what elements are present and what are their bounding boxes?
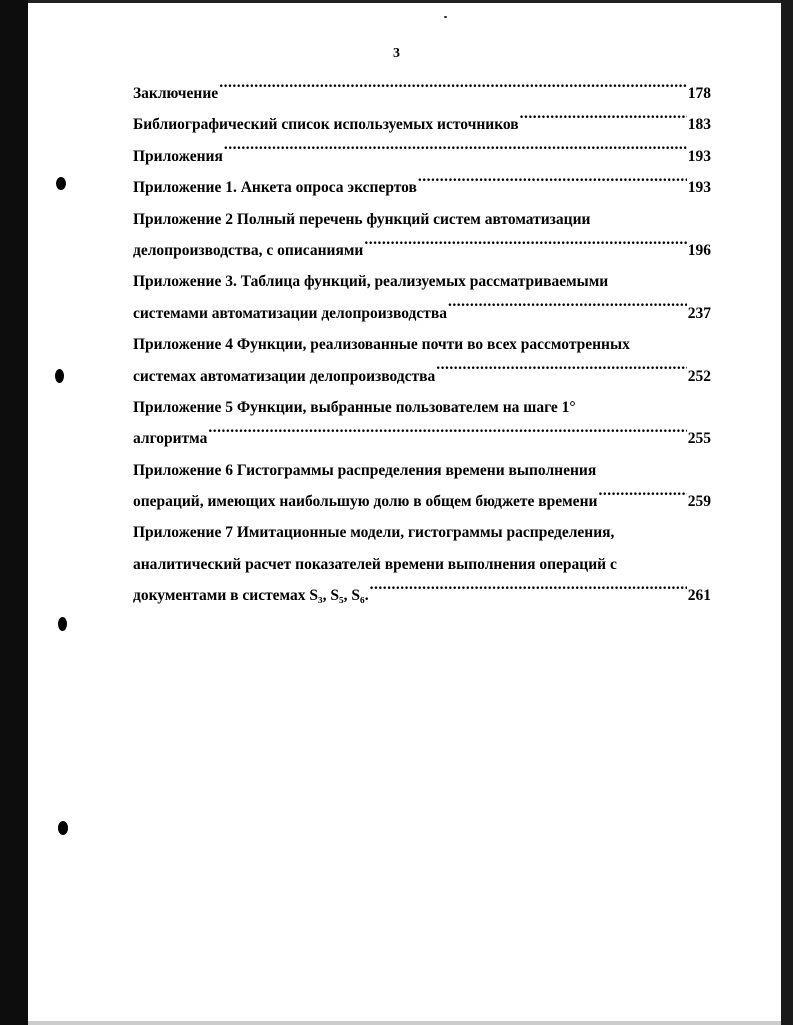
toc-line xyxy=(133,392,711,423)
binder-hole-mark xyxy=(58,821,68,835)
toc-entry-title: документами в системах S₃, S₅, S₆. xyxy=(133,587,369,605)
toc-line xyxy=(133,517,711,548)
toc-line xyxy=(133,423,711,454)
toc-page-number: 255 xyxy=(687,430,711,448)
toc-entry-title: Приложение 5 Функции, выбранные пользователем на шаге 1° xyxy=(133,398,576,416)
toc-entry xyxy=(133,109,711,140)
binder-hole-mark xyxy=(56,177,66,190)
toc-line xyxy=(133,141,711,172)
toc-dot-leader xyxy=(520,111,687,130)
toc-line xyxy=(133,172,711,203)
scan-speck xyxy=(444,16,447,18)
toc-line xyxy=(133,486,711,517)
toc-page-number: 237 xyxy=(687,304,711,322)
toc-entry xyxy=(133,392,711,455)
toc-entry xyxy=(133,329,711,392)
toc-line xyxy=(133,204,711,235)
toc-entry-title: аналитический расчет показателей времени выполнения операций с xyxy=(133,555,617,573)
page-number: 3 xyxy=(393,46,400,61)
toc-entry-title: Приложение 2 Полный перечень функций систем автоматизации xyxy=(133,210,591,228)
toc-line xyxy=(133,78,711,109)
toc-page-number: 193 xyxy=(687,147,711,165)
toc-dot-leader xyxy=(370,582,687,601)
binder-hole-mark xyxy=(58,617,67,631)
binder-hole-mark xyxy=(55,369,64,383)
toc-entry xyxy=(133,172,711,203)
toc-entry-title: Заключение xyxy=(133,85,219,102)
toc-entry xyxy=(133,141,711,172)
toc-dot-leader xyxy=(436,362,687,381)
toc-entry xyxy=(133,266,711,329)
toc-dot-leader xyxy=(448,299,687,318)
toc-line xyxy=(133,361,711,392)
toc-entry-title: делопроизводства, с описаниями xyxy=(133,241,364,259)
toc-line xyxy=(133,580,711,611)
scan-border-top xyxy=(28,0,781,3)
toc-page-number: 261 xyxy=(687,587,711,605)
toc-line xyxy=(133,266,711,297)
table-of-contents xyxy=(133,78,711,612)
toc-page-number: 259 xyxy=(687,493,711,511)
toc-entry-title: Приложения xyxy=(133,147,223,165)
toc-entry-title: системами автоматизации делопроизводства xyxy=(133,304,447,322)
toc-dot-leader xyxy=(364,236,686,255)
toc-page-number: 183 xyxy=(687,116,711,134)
toc-line xyxy=(133,549,711,580)
toc-entry-title: Приложение 4 Функции, реализованные почти во всех рассмотренных xyxy=(133,336,630,354)
toc-dot-leader xyxy=(598,487,686,506)
toc-line xyxy=(133,298,711,329)
toc-dot-leader xyxy=(208,425,686,444)
toc-line xyxy=(133,329,711,360)
toc-entry xyxy=(133,455,711,518)
toc-entry xyxy=(133,78,711,109)
toc-dot-leader xyxy=(219,79,687,98)
scan-border-left xyxy=(0,0,28,1025)
toc-entry-title: Приложение 3. Таблица функций, реализуемых рассматриваемыми xyxy=(133,273,609,291)
toc-line xyxy=(133,455,711,486)
toc-entry-title: операций, имеющих наибольшую долю в общем бюджете времени xyxy=(133,493,598,511)
toc-entry-title: системах автоматизации делопроизводства xyxy=(133,367,436,385)
toc-line xyxy=(133,109,711,140)
toc-dot-leader xyxy=(224,142,687,161)
toc-dot-leader xyxy=(418,174,687,193)
scan-border-right xyxy=(781,0,793,1025)
toc-entry-title: алгоритма xyxy=(133,430,208,448)
toc-page-number: 252 xyxy=(687,367,711,385)
toc-entry xyxy=(133,204,711,267)
toc-page-number: 196 xyxy=(687,241,711,259)
toc-entry-title: Приложение 7 Имитационные модели, гистограммы распределения, xyxy=(133,524,615,542)
toc-entry-title: Библиографический список используемых источников xyxy=(133,116,519,134)
toc-entry-title: Приложение 1. Анкета опроса экспертов xyxy=(133,179,417,197)
toc-entry-title: Приложение 6 Гистограммы распределения времени выполнения xyxy=(133,461,597,479)
toc-page-number: 193 xyxy=(687,179,711,197)
toc-page-number: 178 xyxy=(687,85,711,102)
scan-border-bottom xyxy=(28,1021,781,1025)
toc-entry xyxy=(133,517,711,611)
toc-line xyxy=(133,235,711,266)
